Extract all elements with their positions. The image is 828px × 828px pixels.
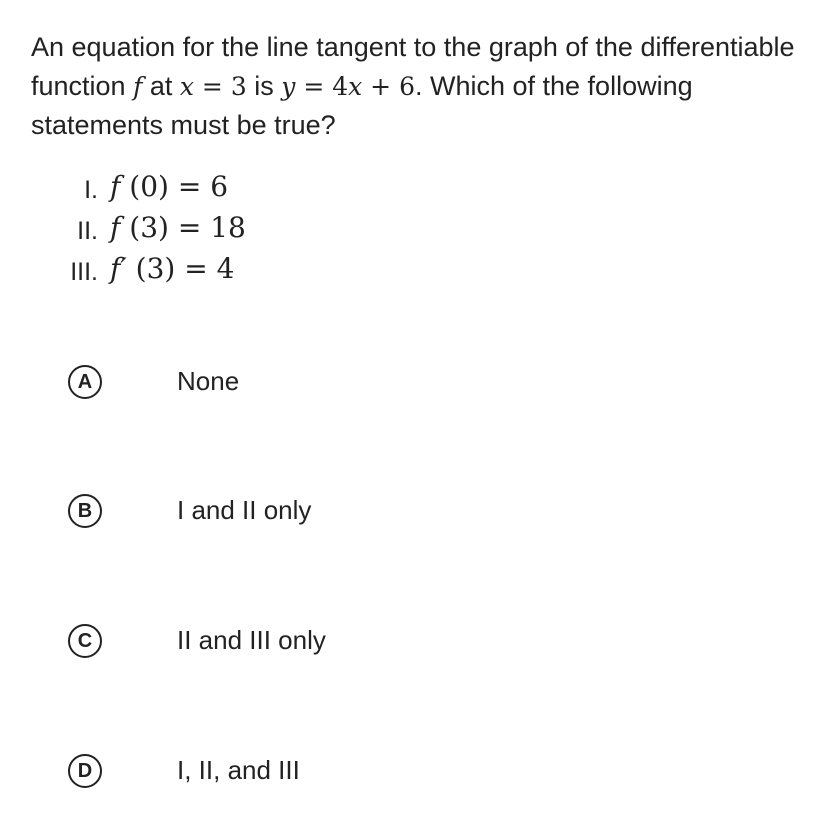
option-letter-badge[interactable]: C: [68, 624, 102, 658]
statement-numeral: II.: [77, 217, 98, 245]
answer-option-a[interactable]: [68, 365, 468, 405]
option-text: None: [177, 366, 240, 396]
statement-numeral: III.: [70, 258, 98, 286]
answer-option-b[interactable]: [68, 494, 468, 534]
question-math-y: y = 4x + 6: [281, 72, 415, 101]
question-part2: at: [142, 71, 180, 101]
question-math-x: x = 3: [179, 72, 247, 101]
answer-option-c[interactable]: [68, 624, 468, 664]
statement-numeral: I.: [84, 176, 98, 204]
option-letter-badge[interactable]: B: [68, 494, 102, 528]
option-letter-badge[interactable]: D: [68, 754, 102, 788]
answer-option-d[interactable]: [68, 754, 468, 794]
option-text: I and II only: [177, 495, 312, 525]
statement-expression: f′ (3) = 4: [110, 252, 235, 285]
question-part1: An equation for the line tangent to the graph of the differentiable function: [31, 32, 795, 101]
option-text: II and III only: [177, 625, 326, 655]
statement-expression: f (0) = 6: [110, 170, 229, 203]
statement-expression: f (3) = 18: [110, 211, 246, 244]
option-text: I, II, and III: [177, 755, 300, 785]
option-letter-badge[interactable]: A: [68, 365, 102, 399]
question-text: [31, 28, 801, 145]
question-part3: is: [246, 71, 282, 101]
question-math-f: f: [133, 72, 143, 101]
question-part4: . Which of the following statements must be true?: [31, 71, 693, 140]
